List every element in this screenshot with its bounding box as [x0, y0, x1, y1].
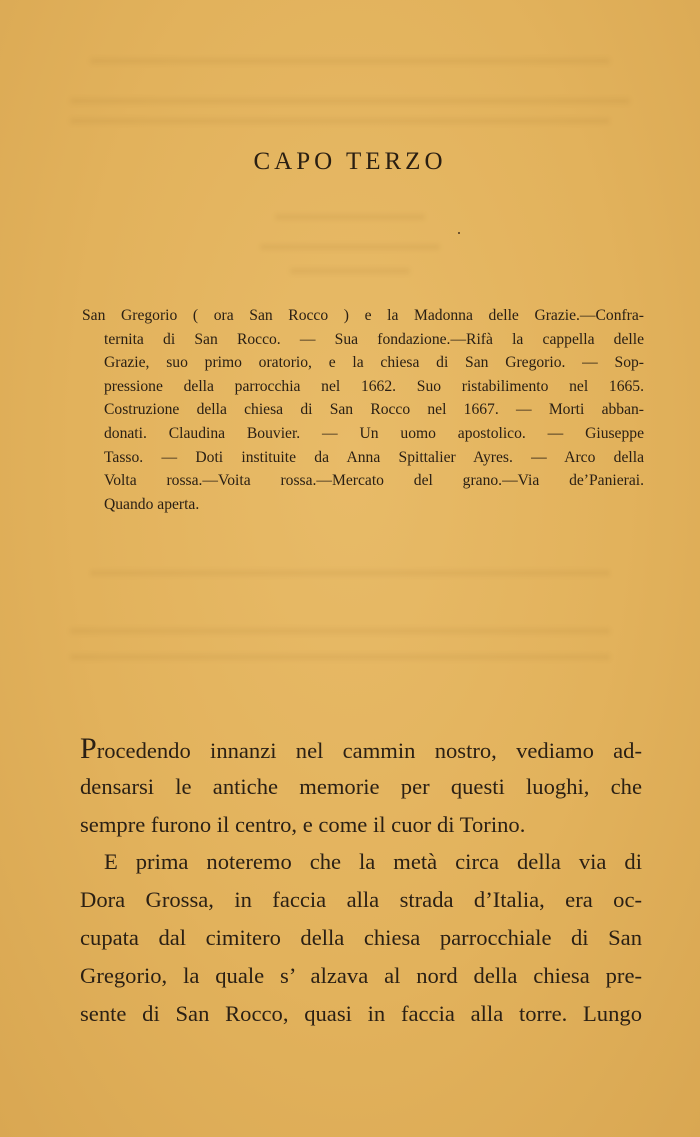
summary-line: Quando aperta. [104, 495, 200, 513]
summary-line: ternita di San Rocco. — Sua fondazione.—Rifà la cappella delle [104, 330, 644, 348]
summary-line: Grazie, suo primo oratorio, e la chiesa di San Gregorio. — Sop- [104, 354, 644, 372]
show-through-mark [260, 244, 440, 250]
initial-letter: P [80, 732, 97, 765]
show-through-mark [70, 98, 630, 104]
body-line: E prima noteremo che la metà circa della via di [104, 849, 642, 875]
body-first-line [80, 730, 642, 768]
summary-line: San Gregorio ( ora San Rocco ) e la Madonna delle Grazie.—Confra- [82, 307, 644, 324]
show-through-mark [290, 268, 410, 274]
show-through-mark [70, 118, 610, 124]
body-line: Dora Grossa, in faccia alla strada d’Italia, era oc- [80, 887, 642, 913]
show-through-mark [90, 570, 610, 576]
show-through-mark [275, 214, 425, 220]
ink-speck [458, 232, 460, 234]
show-through-mark [70, 628, 610, 634]
body-line: sempre furono il centro, e come il cuor di Torino. [80, 811, 526, 837]
body-text [80, 730, 642, 1032]
show-through-mark [70, 654, 610, 660]
body-line: cupata dal cimitero della chiesa parrocchiale di San [80, 924, 642, 950]
summary-line: donati. Claudina Bouvier. — Un uomo apostolico. — Giuseppe [104, 424, 644, 442]
body-line: Gregorio, la quale s’ alzava al nord della chiesa pre- [80, 962, 642, 988]
chapter-title: CAPO TERZO [253, 148, 447, 175]
summary-line: Volta rossa.—Voita rossa.—Mercato del grano.—Via de’Panierai. [104, 472, 644, 490]
body-line: densarsi le antiche memorie per questi luoghi, che [80, 773, 642, 799]
summary-line: Costruzione della chiesa di San Rocco nel 1667. — Morti abban- [104, 401, 644, 419]
show-through-mark [90, 58, 610, 64]
summary-line: Tasso. — Doti instituite da Anna Spittalier Ayres. — Arco della [104, 448, 644, 466]
summary-line: pressione della parrocchia nel 1662. Suo ristabilimento nel 1665. [104, 377, 644, 395]
body-line-text: rocedendo innanzi nel cammin nostro, vediamo ad- [96, 738, 642, 763]
chapter-summary [82, 304, 644, 516]
body-line: sente di San Rocco, quasi in faccia alla torre. Lungo [80, 1000, 642, 1026]
